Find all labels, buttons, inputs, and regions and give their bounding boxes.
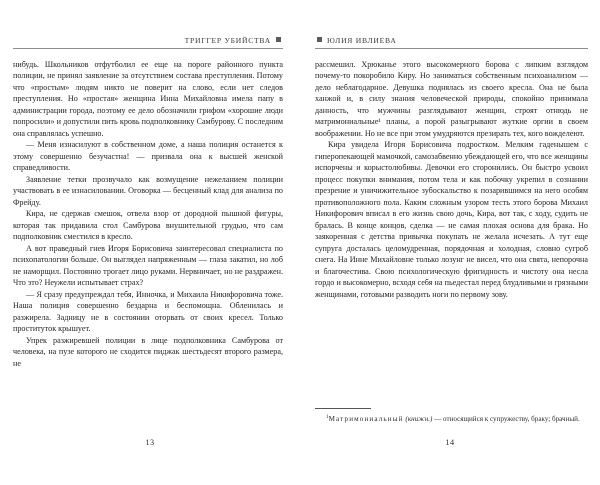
footnote-separator	[315, 408, 371, 409]
left-page-body	[13, 59, 283, 369]
right-page-body	[315, 59, 588, 300]
square-ornament-icon	[317, 37, 322, 42]
right-page	[300, 0, 600, 485]
footnote-qualifier: (книжн.)	[405, 415, 433, 423]
paragraph: Кира увидела Игоря Борисовича подростком. Мелким гаденышем с гиперопекающей мамочкой, самозабвенно убеждающей его, что все женщины испорчены и корыстолюбивы. Девочки его сторонились. Он быстро усвоил процесс покупки внимания, потом тела и как побочку укрепил в сознании презрение и уничижительное зубоскальство к позарившимся на него особям противоположного пола. Каким сложным узором тесть этого борова Михаил Никифорович вписал в его жизнь свою дочь, Кира, вот так, с ходу, судить не бралась. В конце концов, сделка — не самая плохая основа для брака. Но заякоренная с детства привычка покупать не желала исчезать. А тут еще супруга досталась целомудренная, порядочная и холодная, словно сугроб снега. На Инне Михайловне только лозунг не висел, что она свята, непорочна и благочестива. Свою психологическую фригидность и чистоту она несла гордо и высокомерно, всходя себя на пьедестал перед блудливыми и грязными женщинами, готовыми разводить ноги по первому зову.	[315, 140, 588, 299]
right-running-head	[315, 36, 588, 52]
left-running-head-title: ТРИГГЕР УБИЙСТВА	[184, 36, 271, 45]
paragraph: рассмешил. Хрюканье этого высокомерного борова с липким взглядом почему-то покоробило Киру. Но заниматься собственным психоанализом — дело неблагодарное. Девушка поднялась из своего кресла. Она не была ханжой и, в силу знания человеческой природы, спокойно принимала данность, что мужчины разглядывают женщин, строят отнюдь не матримониальные¹ планы, а порой разыгрывают жуткие оргии в своем воображении. Но не все при этом умудряются презирать тех, кого вожделеют.	[315, 60, 588, 138]
footnote-block	[315, 408, 588, 425]
footnote-definition: — относящийся к супружеству, браку; брачный.	[434, 415, 580, 423]
left-running-head	[13, 36, 283, 52]
paragraph: — Меня изнасилуют в собственном доме, а наша полиция останется к этому совершенно безучастна! — призвала она к высшей женской справедливости.	[13, 140, 283, 173]
square-ornament-icon	[276, 37, 281, 42]
left-running-head-text	[13, 36, 283, 46]
footnote-marker: 1	[326, 414, 329, 420]
right-running-head-text	[315, 36, 588, 46]
paragraph: Упрек разжиревшей полиции в лице подполковника Самбурова от человека, на пузе которого не сходится пиджак шестьдесят второго размера, не	[13, 335, 283, 368]
right-head-rule	[315, 48, 588, 49]
paragraph: А вот праведный гнев Игоря Борисовича заинтересовал специалиста по психопатологии больше. Он выглядел напряженным — глаза закатил, но лоб не наморщил. Постоянно трогает лицо руками. Нервничает, но не раздражен. Что это? Неужели испытывает страх?	[13, 243, 283, 288]
paragraph: Кира, не сдержав смешок, отвела взор от дородной пышной фигуры, которая так придавила стол Самбурова внушительной грудью, что сам подполковник сместился в кресло.	[13, 209, 283, 242]
paragraph: — Я сразу предупреждал тебя, Инночка, и Михаила Никифоровича тоже. Наша полиция совершенно бездарна и беспомощна. Обленилась и разжирела. Задницу не в состоянии оторвать от своих кресел. Только проституток крышует.	[13, 289, 283, 334]
footnote-text	[315, 413, 588, 425]
footnote-term: Матримониальный	[328, 415, 404, 423]
paragraph: Заявление тетки прозвучало как возмущение нежеланием полиции участвовать в ее изнасиловании. Оговорка — бесценный клад для анализа по Фрейду.	[13, 174, 283, 207]
paragraph: нибудь. Школьников отфутболил ее еще на пороге районного пункта полиции, не принял заявление за отсутствием состава преступления. Потому что «простым» людям никто не поверит на слово, если нет следов преступления. Но «простая» женщина Инна Михайловна имела папу в администрации города, поэтому ее дело обозначили грифом «хорошие люди попросили» и допустили пить кровь подполковнику Самбурову. С последним она справлялась успешно.	[13, 60, 283, 138]
right-page-number: 14	[445, 438, 455, 447]
right-running-head-author: ЮЛИЯ ИВЛИЕВА	[327, 36, 397, 45]
left-page-number: 13	[145, 438, 155, 447]
left-head-rule	[13, 48, 283, 49]
